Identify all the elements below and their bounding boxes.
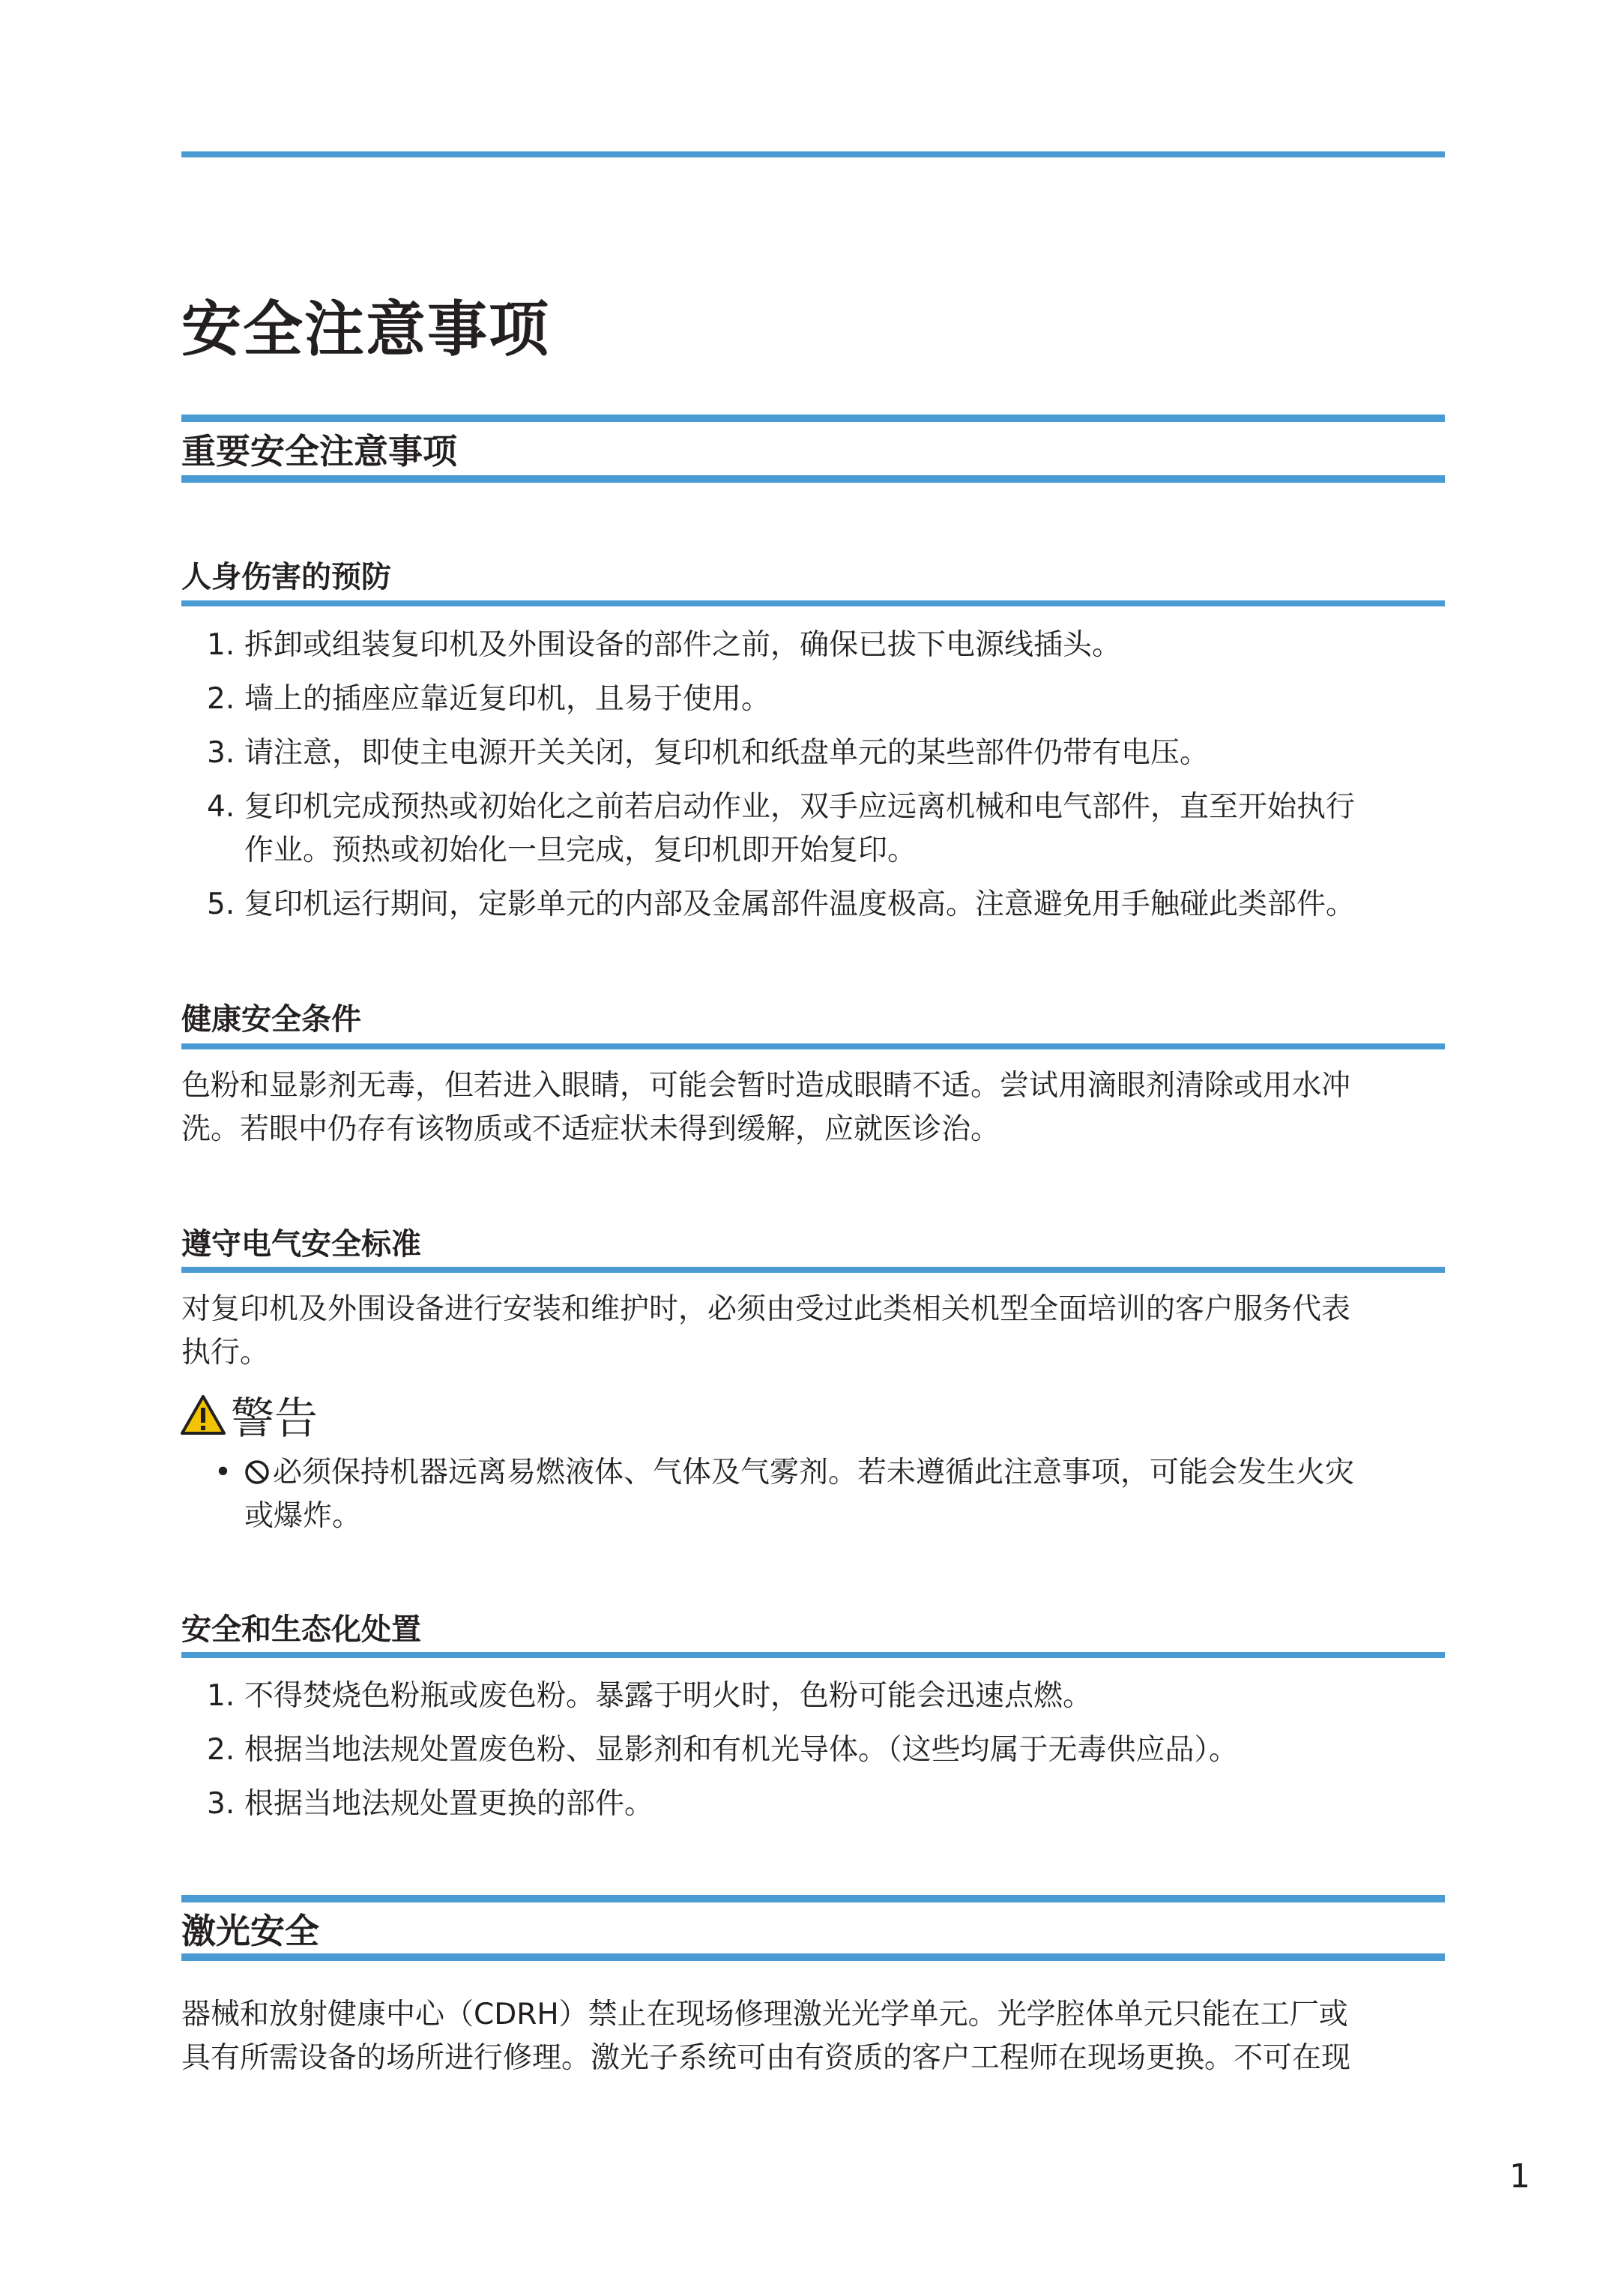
list-item [181,786,1355,873]
item-number: 1. [207,1679,235,1713]
subsection-heading-injury: 人身伤害的预防 [181,560,391,594]
section-rule-top [181,1895,1445,1902]
paragraph-line: 色粉和显影剂无毒，但若进入眼睛，可能会暂时造成眼睛不适。尝试用滴眼剂清除或用水冲 [181,1069,1351,1103]
bullet-text-continued: 或爆炸。 [244,1499,362,1533]
item-number: 3. [207,736,235,770]
list-item [181,678,1355,721]
paragraph-line: 器械和放射健康中心（CDRH）禁止在现场修理激光光学单元。光学腔体单元只能在工厂或 [181,1998,1348,2031]
item-text: 根据当地法规处置废色粉、显影剂和有机光导体。（这些均属于无毒供应品）。 [244,1733,1239,1767]
item-text: 请注意，即使主电源开关关闭，复印机和纸盘单元的某些部件仍带有电压。 [244,736,1210,770]
item-text-continued: 作业。预热或初始化一旦完成，复印机即开始复印。 [244,834,917,867]
list-item [181,883,1355,926]
paragraph-line: 执行。 [181,1336,270,1370]
item-number: 2. [207,1733,235,1767]
subsection-rule [181,600,1445,606]
paragraph-line: 洗。若眼中仍存有该物质或不适症状未得到缓解，应就医诊治。 [181,1112,1000,1146]
item-text: 拆卸或组装复印机及外围设备的部件之前，确保已拔下电源线插头。 [244,628,1122,662]
bullet-text: 必须保持机器远离易燃液体、气体及气雾剂。若未遵循此注意事项，可能会发生火灾 [273,1456,1355,1489]
health-paragraph [181,1064,1350,1151]
prohibited-icon [244,1459,270,1485]
subsection-rule [181,1043,1445,1049]
section-rule-bottom [181,475,1445,483]
item-text: 墙上的插座应靠近复印机，且易于使用。 [244,682,771,716]
electrical-paragraph [181,1288,1350,1375]
item-number: 3. [207,1787,235,1821]
section-heading-laser: 激光安全 [181,1911,319,1951]
laser-paragraph [181,1993,1350,2080]
list-item [181,1729,1238,1772]
item-text: 不得焚烧色粉瓶或废色粉。暴露于明火时，色粉可能会迅速点燃。 [244,1679,1093,1713]
page-title: 安全注意事项 [181,295,550,364]
bullet-dot-icon: • [214,1456,232,1489]
paragraph-line: 对复印机及外围设备进行安装和维护时，必须由受过此类相关机型全面培训的客户服务代表 [181,1292,1351,1326]
subsection-heading-health: 健康安全条件 [181,1002,361,1037]
section-rule-bottom [181,1953,1445,1961]
subsection-heading-electrical: 遵守电气安全标准 [181,1227,421,1262]
warning-bullet [181,1451,1354,1538]
item-number: 2. [207,682,235,716]
list-item [181,1675,1238,1718]
item-text: 根据当地法规处置更换的部件。 [244,1787,654,1821]
list-item [181,1783,1238,1826]
paragraph-line: 具有所需设备的场所进行修理。激光子系统可由有资质的客户工程师在现场更换。不可在现 [181,2041,1351,2075]
disposal-list [181,1675,1238,1837]
list-item [181,624,1355,667]
subsection-rule [181,1267,1445,1273]
warning-header [180,1383,318,1446]
item-text: 复印机完成预热或初始化之前若启动作业，双手应远离机械和电气部件，直至开始执行 [244,790,1356,824]
item-text: 复印机运行期间，定影单元的内部及金属部件温度极高。注意避免用手触碰此类部件。 [244,888,1356,921]
section-rule-top [181,415,1445,422]
item-number: 1. [207,628,235,662]
top-rule [181,151,1445,157]
warning-triangle-icon [180,1393,226,1435]
item-number: 4. [207,790,235,824]
section-heading-important: 重要安全注意事项 [181,431,457,471]
page-number: 1 [1509,2157,1530,2196]
warning-label: 警告 [231,1393,319,1444]
subsection-heading-disposal: 安全和生态化处置 [181,1612,421,1647]
item-number: 5. [207,888,235,921]
subsection-rule [181,1652,1445,1658]
list-item [181,732,1355,775]
injury-list [181,624,1355,937]
